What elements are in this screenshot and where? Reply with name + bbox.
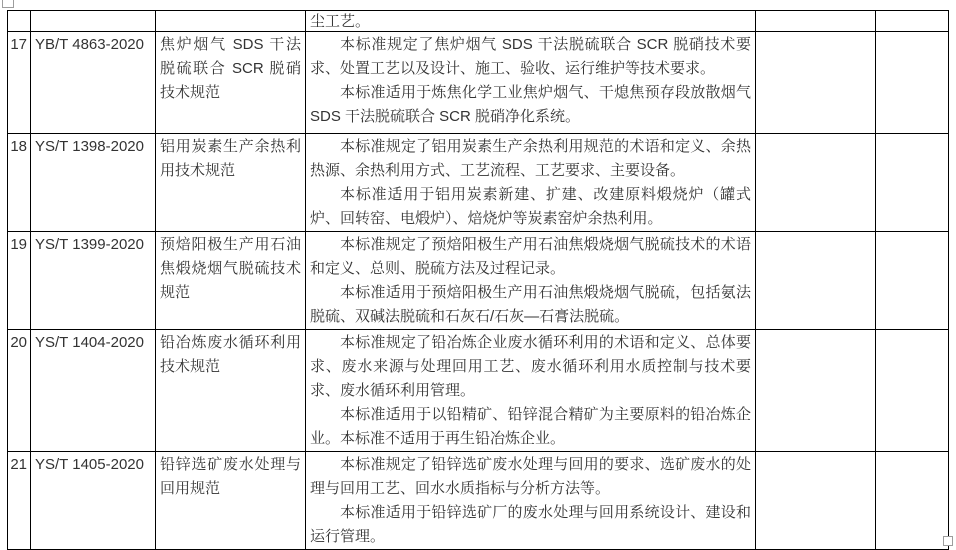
table-row	[8, 32, 949, 134]
standard-code-cell[interactable]: YS/T 1399-2020	[31, 232, 156, 330]
standard-name-cell[interactable]: 铅冶炼废水循环利用技术规范	[156, 330, 306, 452]
scope-paragraph[interactable]: 本标准规定了铝用炭素生产余热利用规范的术语和定义、余热热源、余热利用方式、工艺流程、工艺要求、主要设备。	[310, 138, 751, 179]
table-move-handle[interactable]	[2, 0, 14, 8]
scope-paragraph[interactable]: 本标准适用于铅锌选矿厂的废水处理与回用系统设计、建设和运行管理。	[310, 504, 751, 545]
scope-paragraph[interactable]: 本标准规定了预焙阳极生产用石油焦煅烧烟气脱硫技术的术语和定义、总则、脱硫方法及过程记录。	[310, 236, 751, 277]
table-row-partial	[8, 11, 949, 32]
standard-name-cell[interactable]: 预焙阳极生产用石油焦煅烧烟气脱硫技术规范	[156, 232, 306, 330]
empty-cell[interactable]	[756, 232, 876, 330]
empty-cell[interactable]	[876, 232, 949, 330]
standard-code-cell[interactable]: YB/T 4863-2020	[31, 32, 156, 134]
standard-scope-cell[interactable]	[306, 330, 756, 452]
scope-paragraph[interactable]: 本标准适用于铝用炭素新建、扩建、改建原料煅烧炉（罐式炉、回转窑、电煅炉）、焙烧炉等炭素窑炉余热利用。	[310, 186, 751, 227]
row-number-cell[interactable]: 21	[8, 452, 31, 550]
standard-scope-cell[interactable]	[306, 11, 756, 32]
row-number-cell[interactable]	[8, 11, 31, 32]
empty-cell[interactable]	[756, 11, 876, 32]
row-number-cell[interactable]: 18	[8, 134, 31, 232]
standard-code-cell[interactable]: YS/T 1405-2020	[31, 452, 156, 550]
standard-code-cell[interactable]: YS/T 1404-2020	[31, 330, 156, 452]
empty-cell[interactable]	[876, 330, 949, 452]
scope-paragraph[interactable]: 本标准规定了焦炉烟气 SDS 干法脱硫联合 SCR 脱硝技术要求、处置工艺以及设计、施工、验收、运行维护等技术要求。	[310, 36, 751, 77]
empty-cell[interactable]	[756, 32, 876, 134]
standard-scope-cell[interactable]	[306, 32, 756, 134]
table-row	[8, 134, 949, 232]
scope-paragraph-continuation[interactable]: 尘工艺。	[310, 13, 371, 30]
standard-code-cell[interactable]	[31, 11, 156, 32]
empty-cell[interactable]	[876, 452, 949, 550]
empty-cell[interactable]	[756, 134, 876, 232]
table-row	[8, 232, 949, 330]
scope-paragraph[interactable]: 本标准规定了铅冶炼企业废水循环利用的术语和定义、总体要求、废水来源与处理回用工艺、废水循环利用水质控制与技术要求、废水循环利用管理。	[310, 334, 751, 399]
scope-paragraph[interactable]: 本标准规定了铅锌选矿废水处理与回用的要求、选矿废水的处理与回用工艺、回水水质指标与分析方法等。	[310, 456, 751, 497]
scope-paragraph[interactable]: 本标准适用于以铅精矿、铅锌混合精矿为主要原料的铅冶炼企业。本标准不适用于再生铅冶炼企业。	[310, 406, 751, 447]
standard-name-cell[interactable]: 铝用炭素生产余热利用技术规范	[156, 134, 306, 232]
scope-paragraph[interactable]: 本标准适用于炼焦化学工业焦炉烟气、干熄焦预存段放散烟气 SDS 干法脱硫联合 SCR 脱硝净化系统。	[310, 84, 751, 125]
table-resize-handle[interactable]	[943, 536, 953, 546]
empty-cell[interactable]	[756, 330, 876, 452]
standard-scope-cell[interactable]	[306, 232, 756, 330]
scope-paragraph[interactable]: 本标准适用于预焙阳极生产用石油焦煅烧烟气脱硫，包括氨法脱硫、双碱法脱硫和石灰石/石灰—石膏法脱硫。	[310, 284, 751, 325]
table-row	[8, 452, 949, 550]
standard-name-cell[interactable]: 铅锌选矿废水处理与回用规范	[156, 452, 306, 550]
empty-cell[interactable]	[756, 452, 876, 550]
table-row	[8, 330, 949, 452]
standard-scope-cell[interactable]	[306, 452, 756, 550]
empty-cell[interactable]	[876, 32, 949, 134]
standard-code-cell[interactable]: YS/T 1398-2020	[31, 134, 156, 232]
empty-cell[interactable]	[876, 11, 949, 32]
standard-name-cell[interactable]	[156, 11, 306, 32]
row-number-cell[interactable]: 17	[8, 32, 31, 134]
standard-name-cell[interactable]: 焦炉烟气 SDS 干法脱硫联合 SCR 脱硝技术规范	[156, 32, 306, 134]
standards-table	[7, 10, 949, 550]
empty-cell[interactable]	[876, 134, 949, 232]
row-number-cell[interactable]: 20	[8, 330, 31, 452]
row-number-cell[interactable]: 19	[8, 232, 31, 330]
standard-scope-cell[interactable]	[306, 134, 756, 232]
